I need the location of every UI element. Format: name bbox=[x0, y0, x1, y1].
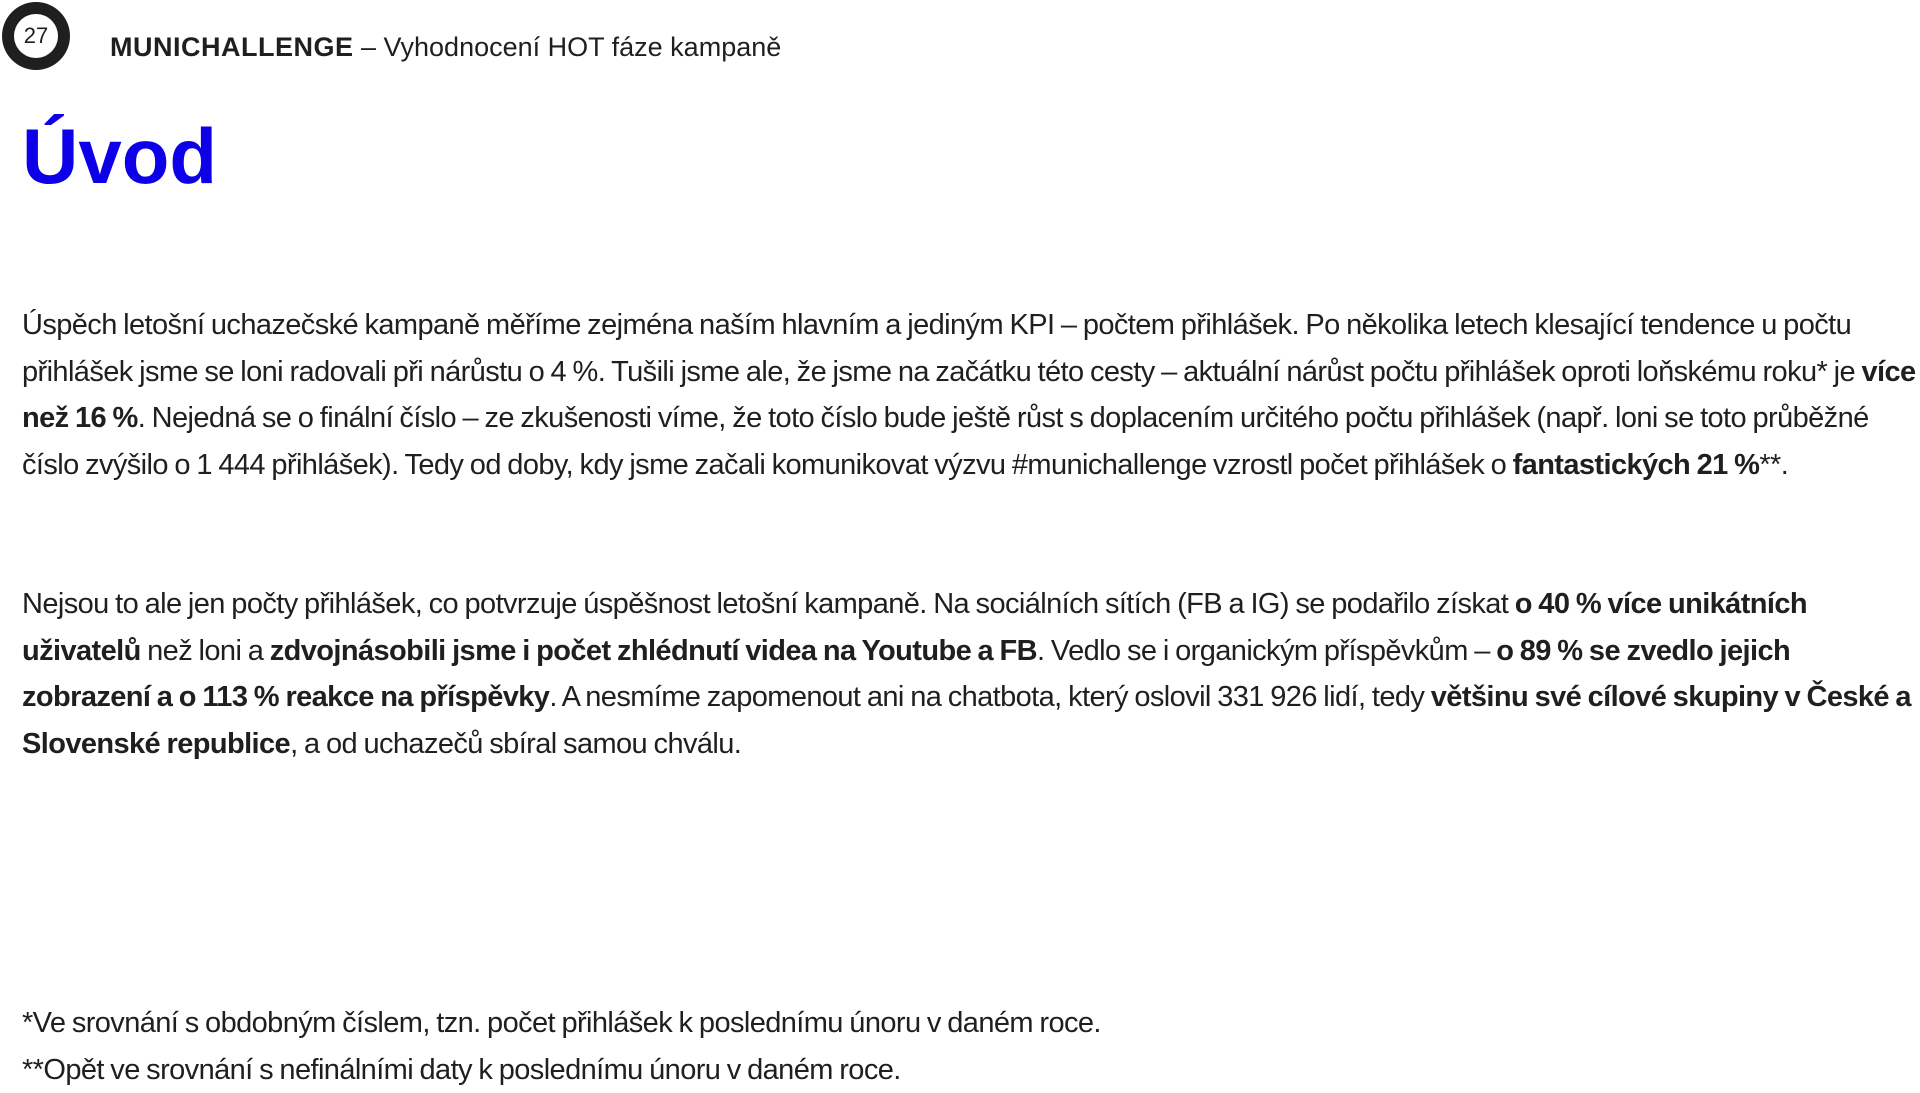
header-subtitle: – Vyhodnocení HOT fáze kampaně bbox=[354, 32, 782, 62]
page-title: Úvod bbox=[22, 108, 217, 204]
page-number-badge bbox=[2, 2, 70, 70]
highlight-growth-16: více než 16 % bbox=[22, 356, 1916, 435]
social-results-paragraph bbox=[22, 581, 1917, 767]
footnote-1: *Ve srovnání s obdobným číslem, tzn. počet přihlášek k poslednímu únoru v daném roce. bbox=[22, 1000, 1917, 1047]
page-header bbox=[0, 0, 1920, 92]
paragraph-text: , a od uchazečů sbíral samou chválu. bbox=[290, 728, 741, 760]
paragraph-text: . Nejedná se o finální číslo – ze zkušenosti víme, že toto číslo bude ještě růst s doplacením určitého počtu přihlášek (např. loni se toto průběžné číslo zvýšilo o 1 444 přihlášek). Tedy od doby, kdy jsme začali komunikovat výzvu #munichallenge vzrostl počet přihlášek o bbox=[22, 402, 1869, 481]
header-brand: MUNICHALLENGE bbox=[110, 32, 354, 62]
highlight-chatbot-reach: většinu své cílové skupiny v České a Slovenské republice bbox=[22, 681, 1911, 760]
highlight-organic-posts: o 89 % se zvedlo jejich zobrazení a o 113 % reakce na příspěvky bbox=[22, 635, 1790, 714]
highlight-growth-21: fantastických 21 % bbox=[1513, 449, 1760, 481]
header-line bbox=[110, 30, 781, 64]
paragraph-text: . A nesmíme zapomenout ani na chatbota, který oslovil 331 926 lidí, tedy bbox=[549, 681, 1430, 713]
footnotes bbox=[22, 1000, 1917, 1093]
paragraph-text: než loni a bbox=[141, 635, 270, 667]
page-number: 27 bbox=[14, 14, 58, 58]
paragraph-text: Úspěch letošní uchazečské kampaně měříme zejména naším hlavním a jediným KPI – počtem přihlášek. Po několika letech klesající tendence u počtu přihlášek jsme se loni radovali při nárůstu o 4 %. Tušili jsme ale, že jsme na začátku této cesty – aktuální nárůst počtu přihlášek oproti loňskému roku* je bbox=[22, 309, 1861, 388]
paragraph-text: . Vedlo se i organickým příspěvkům – bbox=[1037, 635, 1496, 667]
highlight-unique-users: o 40 % více unikátních uživatelů bbox=[22, 588, 1807, 667]
highlight-video-views: zdvojnásobili jsme i počet zhlédnutí videa na Youtube a FB bbox=[270, 635, 1037, 667]
paragraph-text: **. bbox=[1759, 449, 1788, 481]
paragraph-text: Nejsou to ale jen počty přihlášek, co potvrzuje úspěšnost letošní kampaně. Na sociálních sítích (FB a IG) se podařilo získat bbox=[22, 588, 1515, 620]
intro-paragraph bbox=[22, 302, 1917, 488]
footnote-2: **Opět ve srovnání s nefinálními daty k poslednímu únoru v daném roce. bbox=[22, 1047, 1917, 1093]
